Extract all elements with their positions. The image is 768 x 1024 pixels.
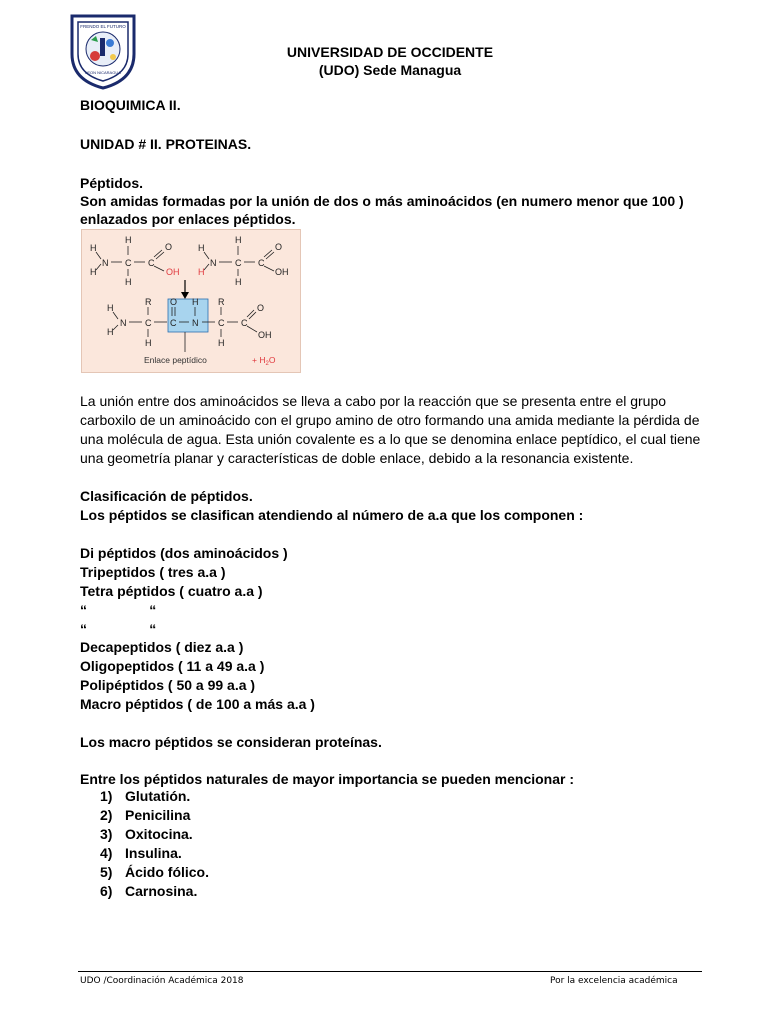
list-number: 4)	[100, 845, 113, 861]
classification-item: Tripeptidos ( tres a.a )	[80, 564, 226, 580]
explanation-line4: una geometría planar y características de doble enlace, debido a la resonancia existente.	[80, 450, 634, 466]
classification-item-ditto: “ “	[80, 602, 157, 618]
svg-text:C: C	[125, 258, 132, 268]
list-number: 5)	[100, 864, 113, 880]
svg-text:C: C	[218, 318, 225, 328]
explanation-line3: una molécula de agua. Esta unión covalente es a lo que se denomina enlace peptídico, el cual tiene	[80, 431, 701, 447]
list-label: Oxitocina.	[125, 826, 193, 842]
svg-text:C: C	[148, 258, 155, 268]
svg-text:N: N	[210, 258, 217, 268]
svg-text:OH: OH	[166, 267, 180, 277]
diagram-caption: Enlace peptídico	[144, 355, 207, 365]
campus-name: (UDO) Sede Managua	[318, 62, 462, 78]
university-name: UNIVERSIDAD DE OCCIDENTE	[286, 44, 494, 60]
explanation-line1: La unión entre dos aminoácidos se lleva a cabo por la reacción que se presenta entre el grupo	[80, 393, 667, 409]
logo-text-top: FRENDO EL FUTURO	[80, 24, 126, 29]
svg-text:H: H	[145, 338, 152, 348]
svg-text:N: N	[120, 318, 127, 328]
classification-item: Macro péptidos ( de 100 a más a.a )	[80, 696, 315, 712]
macro-peptides-note: Los macro péptidos se consideran proteínas.	[80, 734, 382, 750]
svg-text:H: H	[218, 338, 225, 348]
svg-text:O: O	[165, 242, 173, 252]
svg-text:H: H	[198, 267, 205, 277]
peptide-bond-diagram	[81, 229, 301, 373]
explanation-line2: carboxilo de un aminoácido con el grupo amino de otro formando una amida mediante la pérdida de	[80, 412, 700, 428]
list-label: Penicilina	[125, 807, 191, 823]
svg-text:O: O	[275, 242, 283, 252]
svg-text:H: H	[107, 327, 114, 337]
svg-text:OH: OH	[258, 330, 272, 340]
svg-text:N: N	[102, 258, 109, 268]
svg-text:R: R	[218, 297, 225, 307]
svg-text:H: H	[107, 303, 114, 313]
classification-item: Decapeptidos ( diez a.a )	[80, 639, 244, 655]
peptides-definition-line1: Son amidas formadas por la unión de dos o más aminoácidos (en numero menor que 100 )	[80, 193, 684, 209]
diagram-water: + $H_2O$	[252, 355, 276, 367]
svg-text:H: H	[90, 243, 97, 253]
classification-item: Tetra péptidos ( cuatro a.a )	[80, 583, 263, 599]
svg-text:H: H	[198, 243, 205, 253]
course-title: BIOQUIMICA II.	[80, 97, 181, 113]
classification-item: Polipéptidos ( 50 a 99 a.a )	[80, 677, 256, 693]
list-item	[100, 844, 209, 863]
list-label: Carnosina.	[125, 883, 198, 899]
svg-text:C: C	[241, 318, 248, 328]
svg-text:R: R	[145, 297, 152, 307]
svg-text:C: C	[170, 318, 177, 328]
svg-text:OH: OH	[275, 267, 289, 277]
list-item	[100, 825, 209, 844]
classification-heading: Clasificación de péptidos.	[80, 488, 253, 504]
natural-peptides-list	[100, 787, 209, 901]
classification-item-ditto: “ “	[80, 621, 157, 637]
svg-text:C: C	[145, 318, 152, 328]
footer-left: UDO /Coordinación Académica 2018	[80, 976, 244, 986]
list-label: Insulina.	[125, 845, 182, 861]
classification-item: Di péptidos (dos aminoácidos )	[80, 545, 288, 561]
natural-peptides-intro: Entre los péptidos naturales de mayor importancia se pueden mencionar :	[80, 771, 575, 787]
list-label: Glutatión.	[125, 788, 191, 804]
list-item	[100, 863, 209, 882]
unit-title: UNIDAD # II. PROTEINAS.	[80, 136, 252, 152]
list-number: 1)	[100, 788, 113, 804]
classification-item: Oligopeptidos ( 11 a 49 a.a )	[80, 658, 265, 674]
list-item	[100, 882, 209, 901]
list-number: 3)	[100, 826, 113, 842]
svg-text:N: N	[192, 318, 199, 328]
list-label: Ácido fólico.	[125, 864, 209, 880]
svg-text:C: C	[258, 258, 265, 268]
svg-text:H: H	[235, 235, 242, 245]
peptides-definition-line2: enlazados por enlaces péptidos.	[80, 211, 296, 227]
svg-text:H: H	[235, 277, 242, 287]
svg-text:O: O	[257, 303, 265, 313]
list-number: 6)	[100, 883, 113, 899]
list-number: 2)	[100, 807, 113, 823]
footer-divider	[78, 971, 702, 972]
peptides-heading: Péptidos.	[80, 175, 144, 191]
classification-intro: Los péptidos se clasifican atendiendo al número de a.a que los componen :	[80, 507, 584, 523]
logo-text-bottom: LEON NICARAGUA	[85, 70, 121, 75]
svg-text:O: O	[170, 297, 178, 307]
list-item	[100, 806, 209, 825]
footer-right: Por la excelencia académica	[550, 976, 678, 986]
svg-text:C: C	[235, 258, 242, 268]
list-item	[100, 787, 209, 806]
svg-text:H: H	[90, 267, 97, 277]
svg-text:H: H	[125, 235, 132, 245]
svg-text:H: H	[192, 297, 199, 307]
svg-text:H: H	[125, 277, 132, 287]
